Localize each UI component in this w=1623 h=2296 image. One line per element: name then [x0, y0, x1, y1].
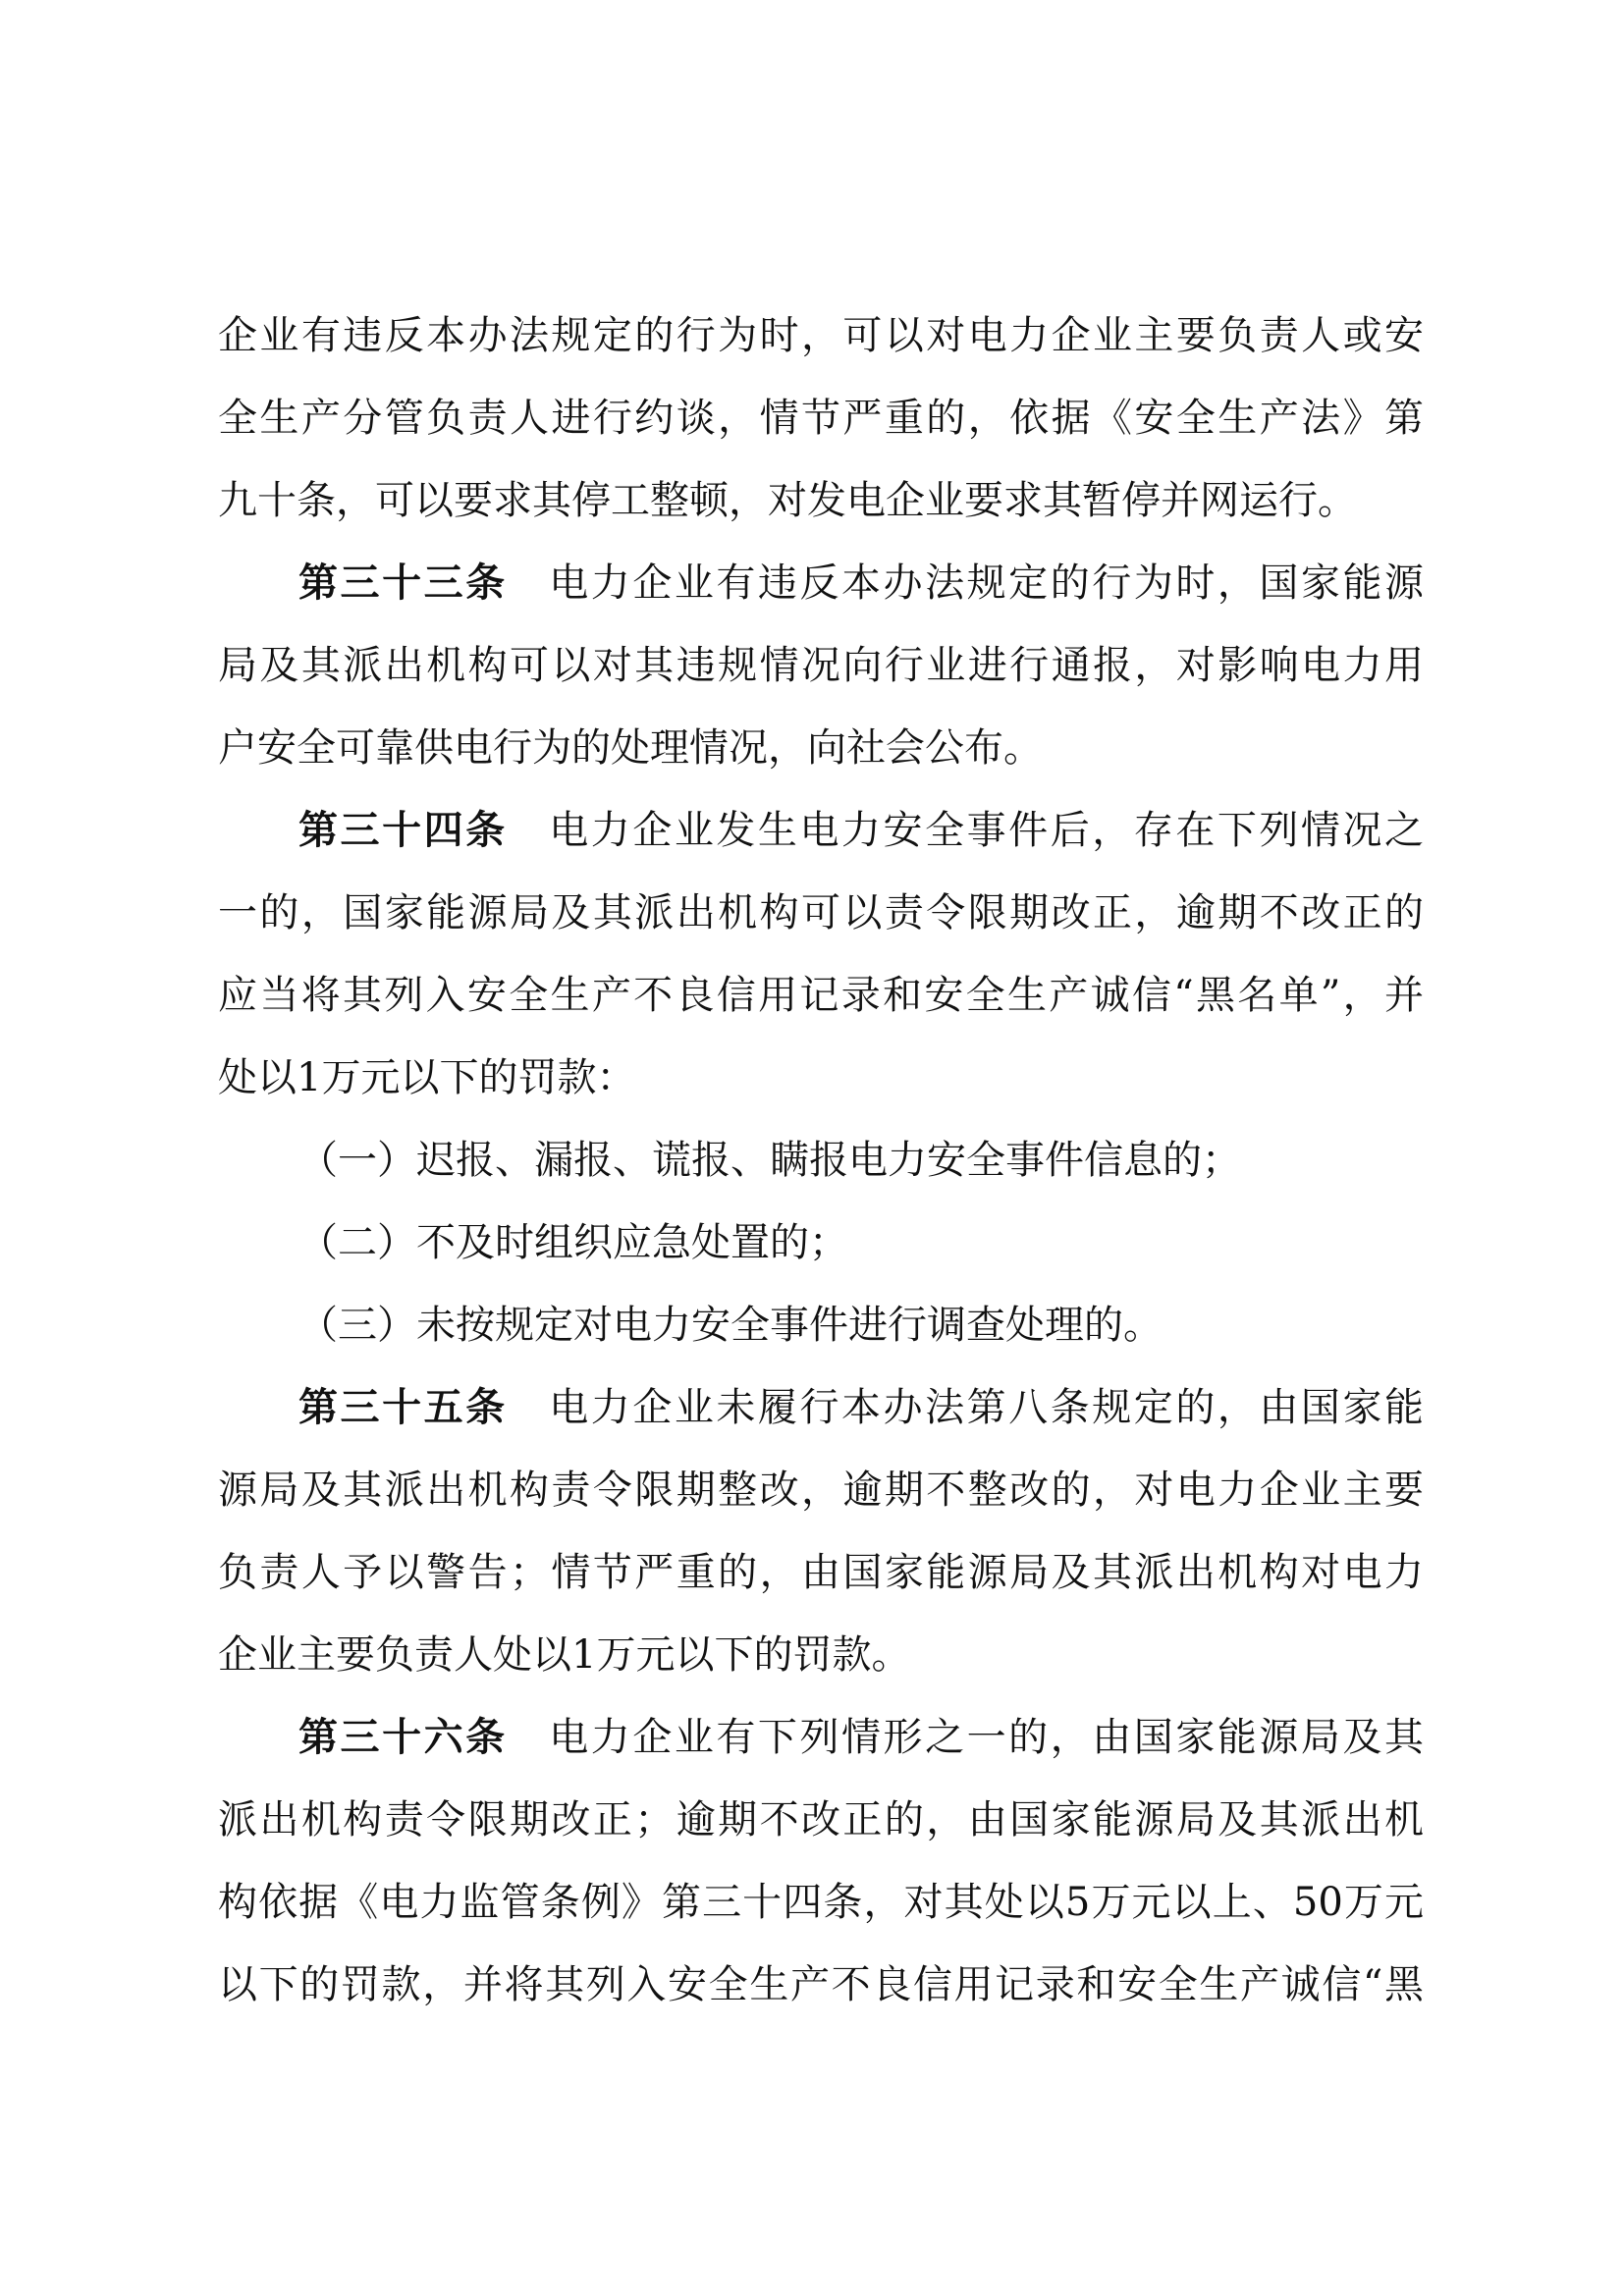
article-35-line-2: 源局及其派出机构责令限期整改，逾期不整改的，对电力企业主要: [218, 1468, 1424, 1513]
article-34-line-2: 一的，国家能源局及其派出机构可以责令限期改正，逾期不改正的: [218, 890, 1424, 935]
article-33-line-3: 户安全可靠供电行为的处理情况，向社会公布。: [218, 725, 1043, 771]
article-33-heading: 第三十三条: [298, 561, 508, 606]
article-36-heading: 第三十六条: [298, 1715, 508, 1760]
article-35-line-3: 负责人予以警告；情节严重的，由国家能源局及其派出机构对电力: [218, 1550, 1424, 1595]
article-33-line-2: 局及其派出机构可以对其违规情况向行业进行通报，对影响电力用: [218, 643, 1424, 688]
article-34-item-2: （二）不及时组织应急处置的；: [298, 1220, 848, 1265]
article-34-heading: 第三十四条: [298, 808, 508, 853]
article-34-line-4: 处以1万元以下的罚款：: [218, 1055, 636, 1100]
article-36-text: 电力企业有下列情形之一的，由国家能源局及其: [546, 1715, 1425, 1760]
article-33-first-line: [218, 554, 1424, 613]
article-36-line-4: 以下的罚款，并将其列入安全生产不良信用记录和安全生产诚信“黑: [218, 1962, 1424, 2007]
intro-line-2: 全生产分管负责人进行约谈，情节严重的，依据《安全生产法》第: [218, 396, 1424, 441]
article-35-line-4: 企业主要负责人处以1万元以下的罚款。: [218, 1632, 911, 1678]
article-36-first-line: [218, 1708, 1424, 1767]
intro-line-1: 企业有违反本办法规定的行为时，可以对电力企业主要负责人或安: [218, 313, 1424, 358]
article-34-line-3: 应当将其列入安全生产不良信用记录和安全生产诚信“黑名单”，并: [218, 973, 1424, 1018]
article-34-item-3: （三）未按规定对电力安全事件进行调查处理的。: [298, 1303, 1163, 1348]
article-36-line-2: 派出机构责令限期改正；逾期不改正的，由国家能源局及其派出机: [218, 1797, 1424, 1842]
article-34-first-line: [218, 801, 1424, 860]
article-33-text: 电力企业有违反本办法规定的行为时，国家能源: [546, 561, 1425, 606]
intro-line-3: 九十条，可以要求其停工整顿，对发电企业要求其暂停并网运行。: [218, 478, 1357, 523]
article-36-line-3: 构依据《电力监管条例》第三十四条，对其处以5万元以上、50万元: [218, 1880, 1424, 1925]
article-35-heading: 第三十五条: [298, 1385, 508, 1430]
article-34-item-1: （一）迟报、漏报、谎报、瞒报电力安全事件信息的；: [298, 1138, 1241, 1183]
article-34-text: 电力企业发生电力安全事件后，存在下列情况之: [546, 808, 1425, 853]
article-35-text: 电力企业未履行本办法第八条规定的，由国家能: [546, 1385, 1425, 1430]
article-35-first-line: [218, 1378, 1424, 1437]
